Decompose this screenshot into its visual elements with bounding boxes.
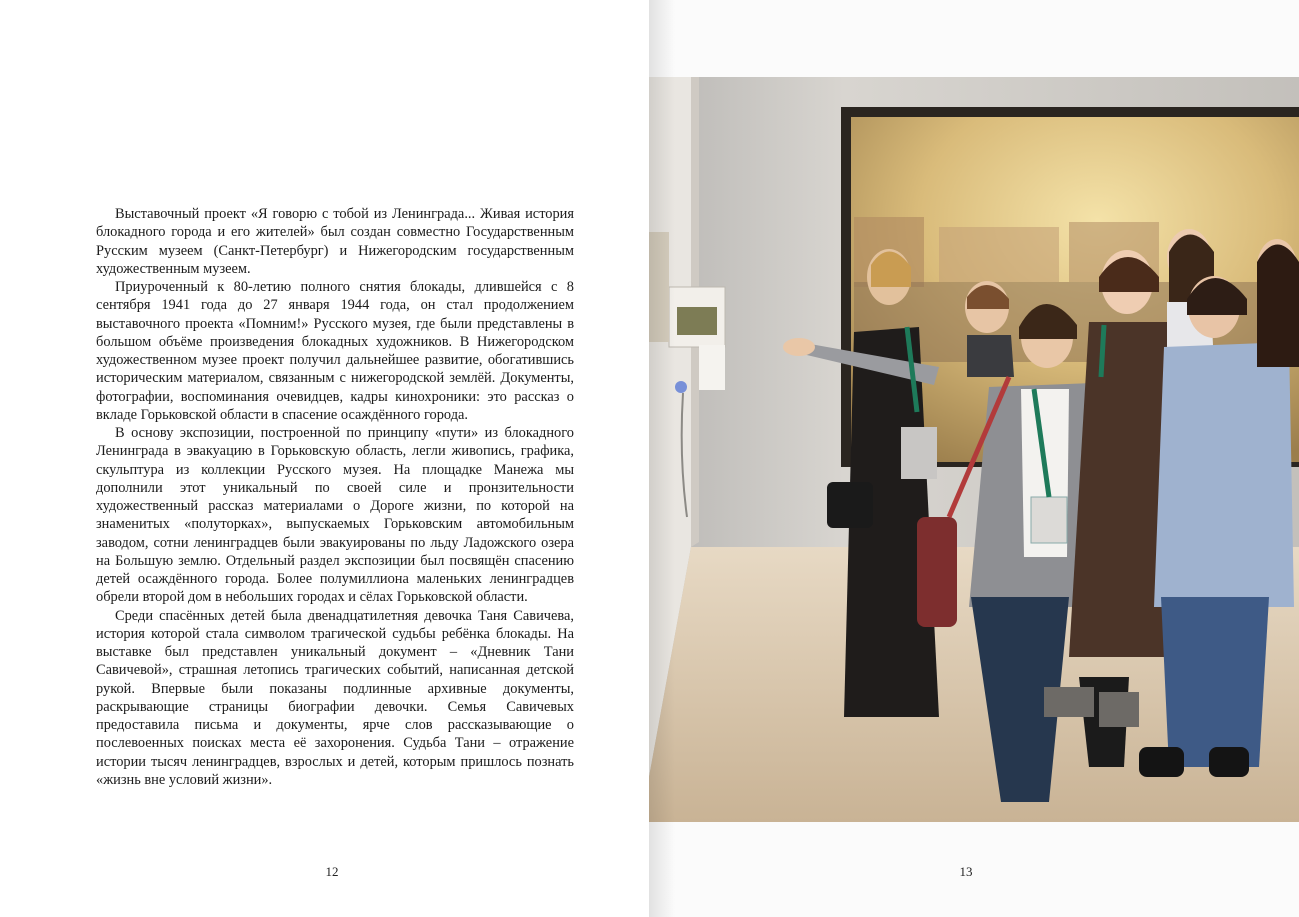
body-text <box>96 205 574 789</box>
paragraph: Выставочный проект «Я говорю с тобой из Ленинграда... Живая история блокадного города и его жителей» был создан совместно Государственным Русским музеем (Санкт-Петербург) и Нижегородским государственным художественным музеем. <box>96 206 574 277</box>
paragraph: В основу экспозиции, построенной по принципу «пути» из блокадного Ленинграда в эвакуацию в Горьковскую область, легли живопись, графика, скульптура из коллекции Русского музея. На площадке Манежа мы дополнили этот уникальный по своей силе и пронзительности художественный рассказ материалами о Дороге жизни, по которой на знаменитых «полуторках», выпускаемых Горьковским автомобильным заводом, сотни ленинградцев были эвакуированы по льду Ладожского озера на Большую землю. Отдельный раздел экспозиции был посвящён спасению детей осаждённого города. Более полумиллиона маленьких ленинградцев обрели второй дом в небольших городах и сёлах Горьковской области. <box>96 425 574 606</box>
photo-illustration <box>649 77 1299 822</box>
gutter-shadow <box>649 0 675 917</box>
left-page <box>0 0 649 917</box>
paragraph: Приуроченный к 80-летию полного снятия блокады, длившейся с 8 сентября 1941 года до 27 января 1944 года, он стал продолжением выставочного проекта «Помним!» Русского музея, где были представлены в большом объёме произведения блокадных художников. В Нижегородском художественном музее проект получил дальнейшее развитие, обогатившись историческим материалом, связанным с нижегородской землёй. Документы, фотографии, воспоминания очевидцев, кадры кинохроники: это рассказ о вкладе Горьковской области в спасение осаждённого города. <box>96 279 574 423</box>
exhibition-photo <box>649 77 1299 822</box>
paragraph: Среди спасённых детей была двенадцатилетняя девочка Таня Савичева, история которой стала символом трагической судьбы ребёнка блокады. На выставке был представлен уникальный документ – «Дневник Тани Савичевой», страшная летопись трагических событий, написанная детской рукой. Впервые были показаны подлинные архивные документы, раскрывающие страницы биографии девочки. Семья Савичевых предоставила письма и документы, ярче слов рассказывающие о послевоенных поисках места её захоронения. Судьба Тани – отражение истории тысяч ленинградцев, взрослых и детей, которым пришлось познать «жизнь вне условий жизни». <box>96 607 574 788</box>
page-number-left: 12 <box>325 864 339 879</box>
page-number-right: 13 <box>959 864 973 879</box>
